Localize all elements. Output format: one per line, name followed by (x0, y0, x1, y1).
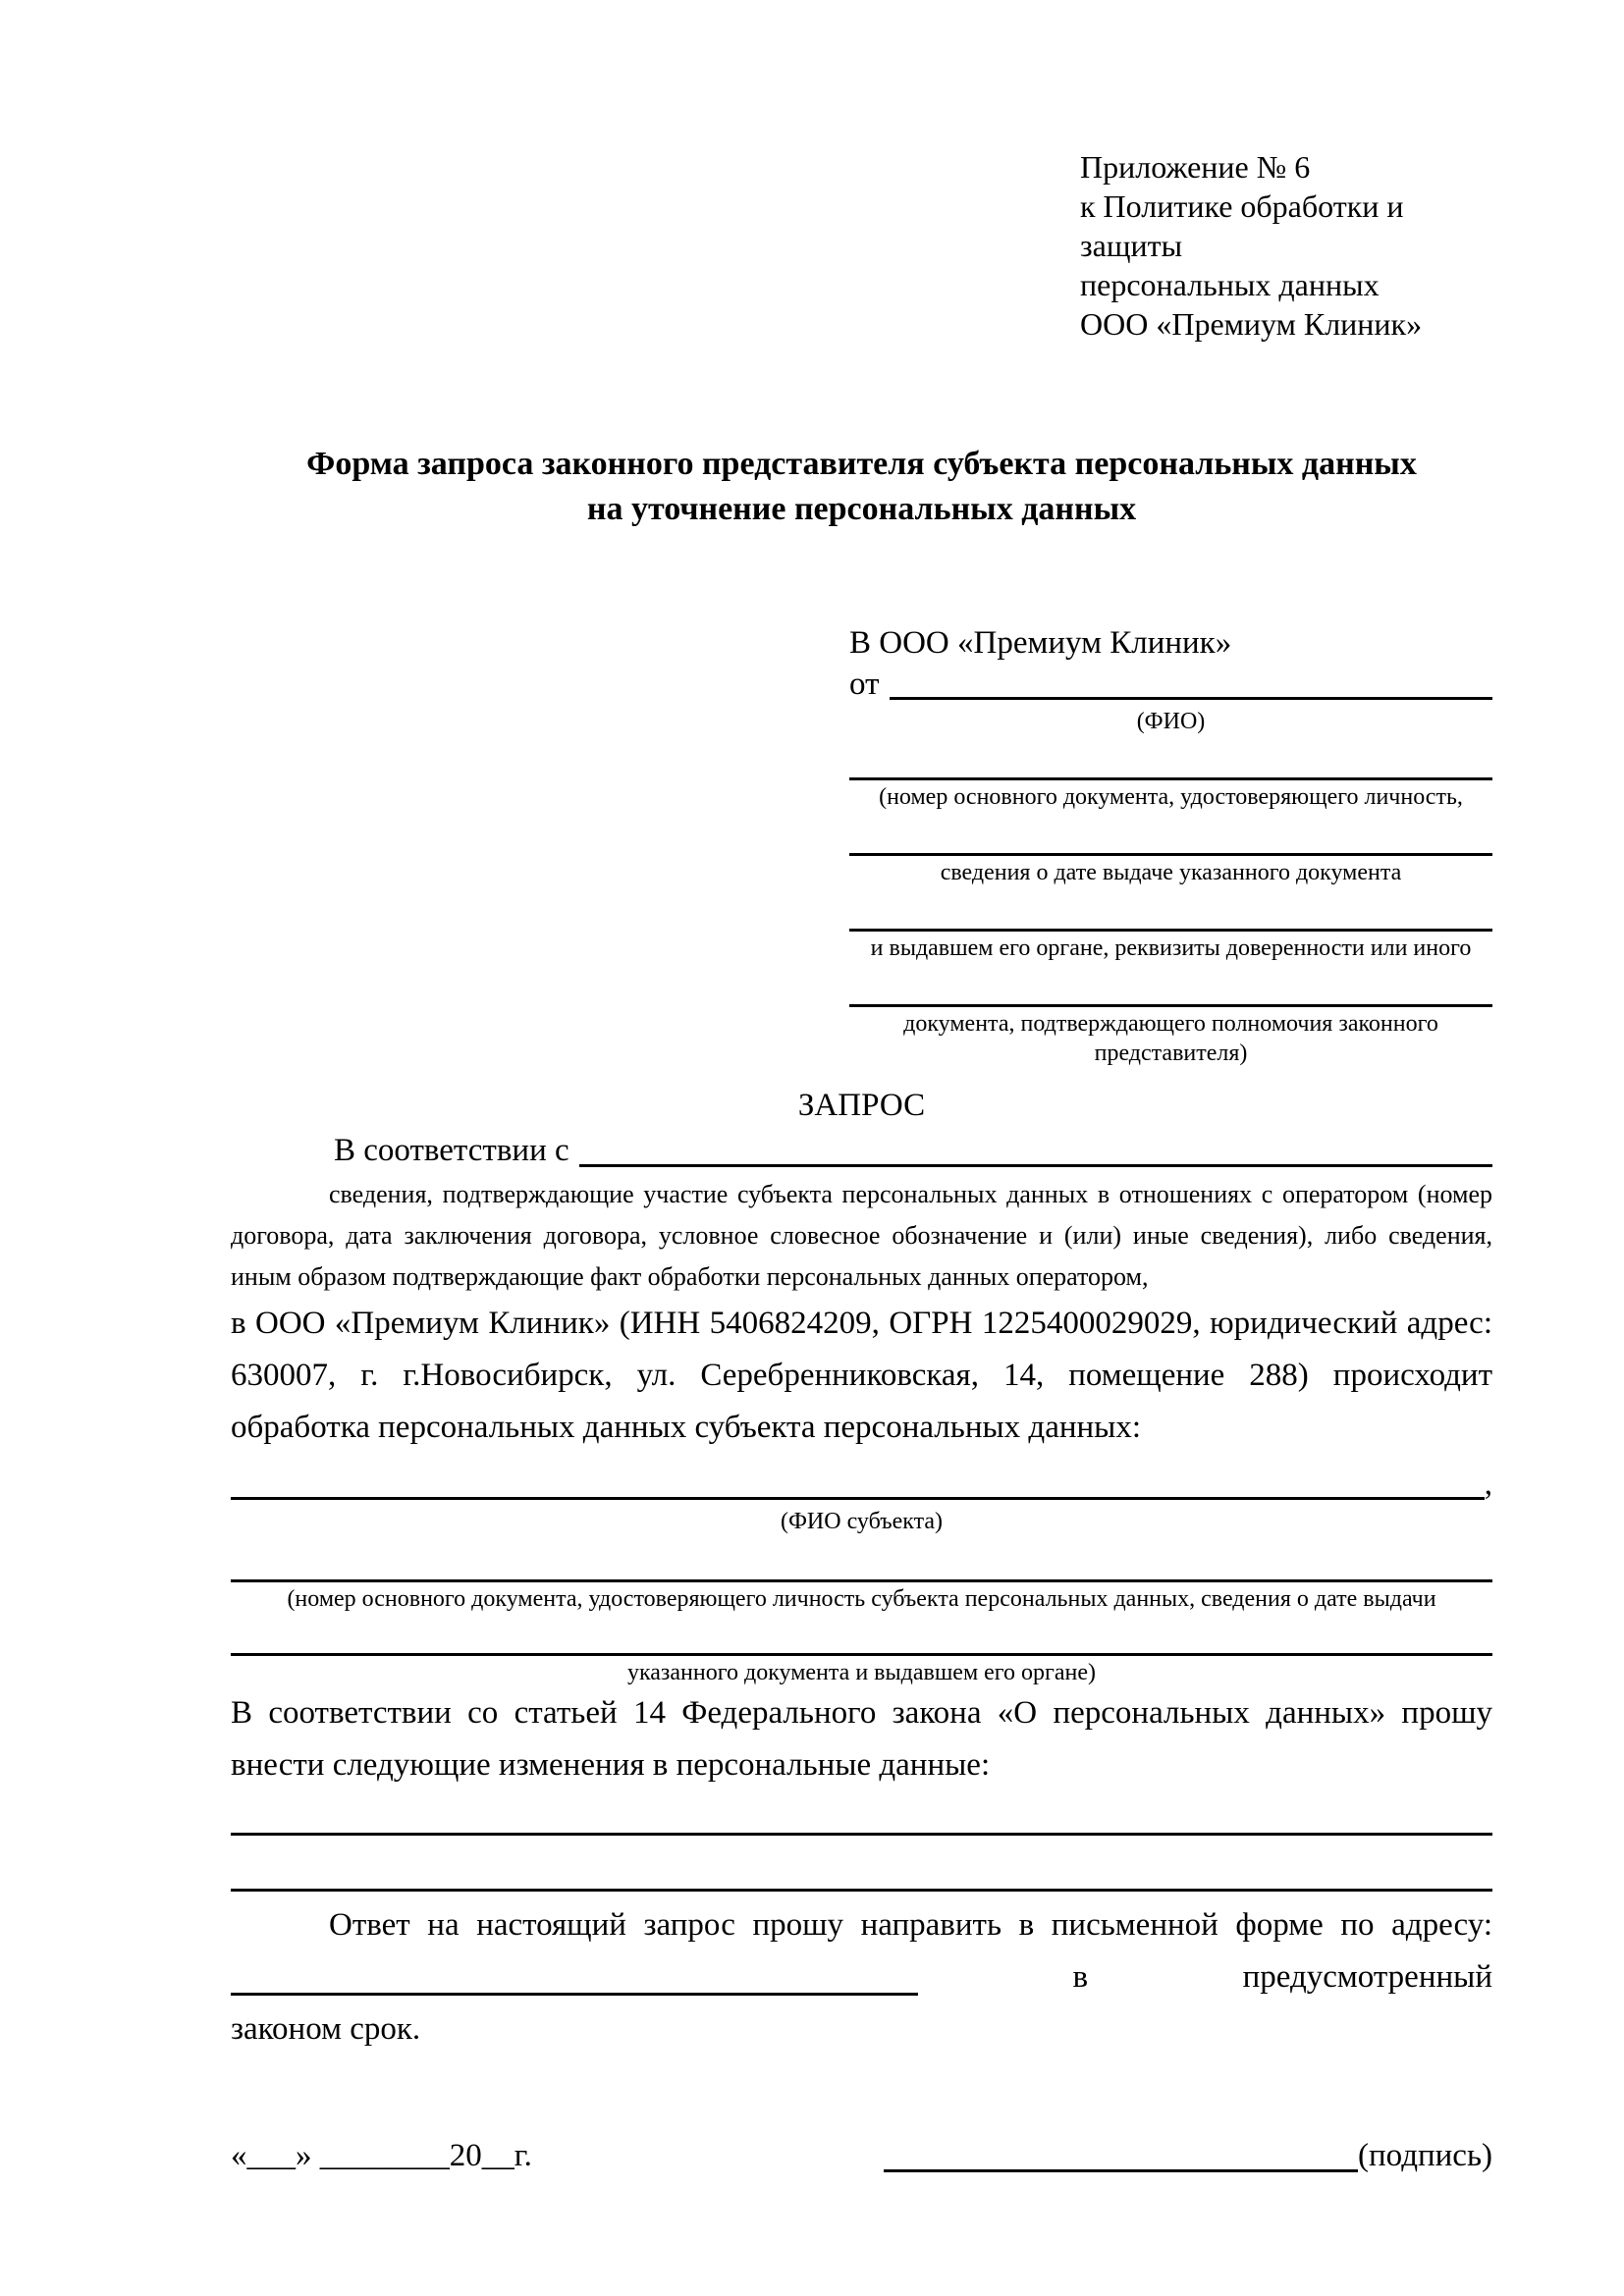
answer-intro: Ответ на настоящий запрос прошу направить в письменной форме по адресу: (329, 1907, 1492, 1943)
subject-fio-row (231, 1464, 1492, 1505)
answer-word-v: в (1072, 1959, 1089, 1995)
subject-doc-blank-line-2 (231, 1653, 1492, 1656)
authority-doc-blank-line (849, 1004, 1492, 1007)
fio-blank-line (890, 664, 1493, 700)
subject-fio-caption: (ФИО субъекта) (780, 1509, 944, 1534)
accordance-blank-line (579, 1129, 1492, 1167)
answer-tail: законом срок. (231, 2011, 421, 2047)
recipient-block (849, 622, 1492, 1068)
appendix-block (1080, 147, 1492, 344)
appendix-line: ООО «Премиум Клиник» (1080, 306, 1423, 342)
request-heading: ЗАПРОС (797, 1088, 926, 1123)
changes-blank-line-2 (231, 1889, 1492, 1892)
subject-doc-caption-1: (номер основного документа, удостоверяющего личность субъекта персональных данных, сведения о дате выдачи (287, 1586, 1436, 1612)
issuing-authority-blank-line (849, 929, 1492, 932)
recipient-to-line: В ООО «Премиум Клиник» (849, 625, 1232, 661)
recipient-from-row (849, 664, 1492, 705)
date-line: «___» ________20__г. (231, 2138, 532, 2173)
document-title (231, 442, 1492, 532)
subject-doc-caption-2: указанного документа и выдавшем его органе) (626, 1660, 1097, 1685)
document-title-line-2: на уточнение персональных данных (586, 491, 1137, 527)
signature-caption: (подпись) (1358, 2138, 1492, 2173)
appendix-line: персональных данных (1080, 267, 1380, 302)
subject-fio-blank-line (231, 1464, 1485, 1500)
answer-word-term: предусмотренный (1242, 1959, 1492, 1995)
accordance-label: В соответствии с (334, 1133, 569, 1168)
document-title-line-1: Форма запроса законного представителя субъекта персональных данных (306, 446, 1417, 482)
doc-number-blank-line (849, 777, 1492, 780)
appendix-line: Приложение № 6 (1080, 149, 1311, 185)
from-label: от (849, 667, 880, 702)
authority-doc-caption: документа, подтверждающего полномочия законного представителя) (903, 1011, 1438, 1066)
accordance-row (231, 1129, 1492, 1172)
subject-fio-comma: , (1484, 1467, 1492, 1502)
issuing-authority-caption: и выдавшем его органе, реквизиты доверенности или иного (870, 935, 1472, 961)
issue-date-blank-line (849, 853, 1492, 856)
operator-paragraph: в ООО «Премиум Клиник» (ИНН 5406824209, ОГРН 1225400029029, юридический адрес: 630007, г. г.Новосибирск, ул. Серебренниковская, 14, помещение 288) происходит обработка персональных данных субъекта персональных данных: (231, 1306, 1492, 1445)
answer-address-blank-line (231, 1951, 918, 1996)
accordance-note: сведения, подтверждающие участие субъекта персональных данных в отношениях с оператором (номер договора, дата заключения договора, условное словесное обозначение и (или) иные сведения), либо сведения, иным образом подтверждающие факт обработки персональных данных оператором, (231, 1180, 1492, 1291)
appendix-line: к Политике обработки и защиты (1080, 188, 1404, 263)
changes-blank-line-1 (231, 1833, 1492, 1836)
answer-address-row (231, 1951, 1492, 2003)
fio-caption: (ФИО) (1136, 709, 1206, 734)
issue-date-caption: сведения о дате выдаче указанного документа (940, 860, 1402, 885)
subject-doc-blank-line (231, 1579, 1492, 1582)
signature-blank-line (884, 2134, 1358, 2172)
article-paragraph: В соответствии со статьей 14 Федерального закона «О персональных данных» прошу внести следующие изменения в персональные данные: (231, 1695, 1492, 1783)
date-signature-row (231, 2134, 1492, 2177)
signature-area (884, 2134, 1492, 2177)
doc-number-caption: (номер основного документа, удостоверяющего личность, (879, 784, 1463, 810)
